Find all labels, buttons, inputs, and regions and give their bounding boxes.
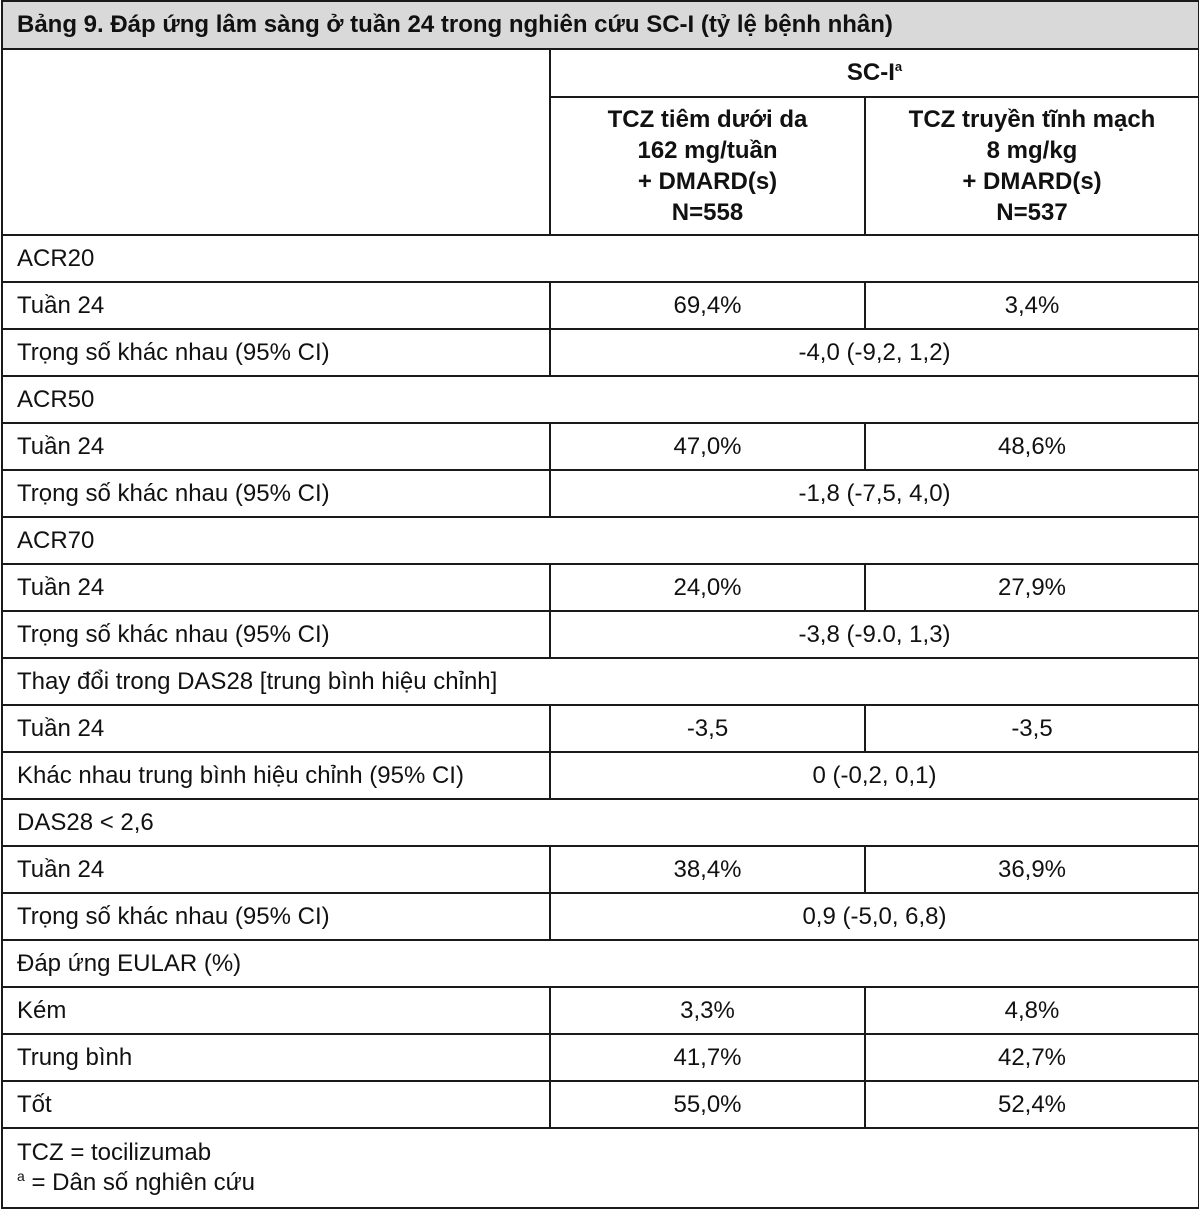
footnote-line bbox=[17, 1168, 1198, 1198]
table-row bbox=[2, 282, 1199, 329]
table-row bbox=[2, 329, 1199, 376]
column-header-line: N=537 bbox=[996, 199, 1068, 226]
table-row bbox=[2, 611, 1199, 658]
column-header-iv bbox=[865, 97, 1199, 235]
table-row bbox=[2, 987, 1199, 1034]
table-row bbox=[2, 235, 1199, 282]
difference-value-cell: 0,9 (-5,0, 6,8) bbox=[550, 893, 1199, 940]
row-label-cell: Tuần 24 bbox=[2, 846, 550, 893]
column-header-line: TCZ tiêm dưới da bbox=[607, 106, 808, 133]
value-cell-sc: -3,5 bbox=[550, 705, 865, 752]
table-row bbox=[2, 846, 1199, 893]
group-header-label: SC-I bbox=[846, 59, 895, 86]
value-cell-iv: -3,5 bbox=[865, 705, 1199, 752]
value-cell-iv: 4,8% bbox=[865, 987, 1199, 1034]
table-row bbox=[2, 893, 1199, 940]
table-row bbox=[2, 705, 1199, 752]
table-row bbox=[2, 1034, 1199, 1081]
value-cell-iv: 42,7% bbox=[865, 1034, 1199, 1081]
table-row bbox=[2, 517, 1199, 564]
row-label-cell: Trung bình bbox=[2, 1034, 550, 1081]
column-header-line: N=558 bbox=[671, 199, 744, 226]
section-label-cell: Đáp ứng EULAR (%) bbox=[2, 940, 1199, 987]
column-header-line: + DMARD(s) bbox=[962, 168, 1102, 195]
row-label-cell: Tuần 24 bbox=[2, 705, 550, 752]
row-label-cell: Trọng số khác nhau (95% CI) bbox=[2, 893, 550, 940]
footnote-line: TCZ = tocilizumab bbox=[17, 1139, 212, 1166]
value-cell-iv: 36,9% bbox=[865, 846, 1199, 893]
table-row bbox=[2, 752, 1199, 799]
column-header-line: TCZ truyền tĩnh mạch bbox=[908, 106, 1156, 133]
table-row bbox=[2, 940, 1199, 987]
column-header-line: 8 mg/kg bbox=[986, 137, 1078, 164]
footnote-sup: a bbox=[17, 1168, 25, 1184]
row-label-cell: Tuần 24 bbox=[2, 423, 550, 470]
difference-value-cell: 0 (-0,2, 0,1) bbox=[550, 752, 1199, 799]
difference-value-cell: -3,8 (-9.0, 1,3) bbox=[550, 611, 1199, 658]
value-cell-iv: 27,9% bbox=[865, 564, 1199, 611]
header-blank-cell bbox=[2, 49, 550, 235]
group-header bbox=[550, 49, 1199, 97]
table-row bbox=[2, 423, 1199, 470]
value-cell-sc: 24,0% bbox=[550, 564, 865, 611]
value-cell-sc: 41,7% bbox=[550, 1034, 865, 1081]
column-header-line: + DMARD(s) bbox=[637, 168, 778, 195]
value-cell-sc: 38,4% bbox=[550, 846, 865, 893]
row-label-cell: Khác nhau trung bình hiệu chỉnh (95% CI) bbox=[2, 752, 550, 799]
value-cell-sc: 3,3% bbox=[550, 987, 865, 1034]
section-label-cell: DAS28 < 2,6 bbox=[2, 799, 1199, 846]
value-cell-sc: 69,4% bbox=[550, 282, 865, 329]
row-label-cell: Tuần 24 bbox=[2, 564, 550, 611]
footnote-text: = Dân số nghiên cứu bbox=[24, 1169, 256, 1196]
column-header-line: 162 mg/tuần bbox=[637, 137, 778, 164]
table-row bbox=[2, 376, 1199, 423]
value-cell-sc: 47,0% bbox=[550, 423, 865, 470]
row-label-cell: Tuần 24 bbox=[2, 282, 550, 329]
section-label-cell: ACR70 bbox=[2, 517, 1199, 564]
section-label-cell: Thay đổi trong DAS28 [trung bình hiệu chỉnh] bbox=[2, 658, 1199, 705]
table-row bbox=[2, 799, 1199, 846]
row-label-cell: Trọng số khác nhau (95% CI) bbox=[2, 611, 550, 658]
difference-value-cell: -1,8 (-7,5, 4,0) bbox=[550, 470, 1199, 517]
difference-value-cell: -4,0 (-9,2, 1,2) bbox=[550, 329, 1199, 376]
table-row bbox=[2, 1081, 1199, 1128]
table-row bbox=[2, 564, 1199, 611]
table-row bbox=[2, 470, 1199, 517]
row-label-cell: Trọng số khác nhau (95% CI) bbox=[2, 470, 550, 517]
table-title: Bảng 9. Đáp ứng lâm sàng ở tuần 24 trong nghiên cứu SC-I (tỷ lệ bệnh nhân) bbox=[2, 1, 1199, 49]
row-label-cell: Trọng số khác nhau (95% CI) bbox=[2, 329, 550, 376]
table-footnote bbox=[2, 1128, 1199, 1208]
value-cell-iv: 48,6% bbox=[865, 423, 1199, 470]
group-header-sup: a bbox=[894, 59, 903, 74]
section-label-cell: ACR50 bbox=[2, 376, 1199, 423]
value-cell-iv: 3,4% bbox=[865, 282, 1199, 329]
row-label-cell: Kém bbox=[2, 987, 550, 1034]
section-label-cell: ACR20 bbox=[2, 235, 1199, 282]
value-cell-iv: 52,4% bbox=[865, 1081, 1199, 1128]
clinical-response-table bbox=[1, 0, 1199, 1209]
row-label-cell: Tốt bbox=[2, 1081, 550, 1128]
column-header-sc bbox=[550, 97, 865, 235]
table-row bbox=[2, 658, 1199, 705]
value-cell-sc: 55,0% bbox=[550, 1081, 865, 1128]
